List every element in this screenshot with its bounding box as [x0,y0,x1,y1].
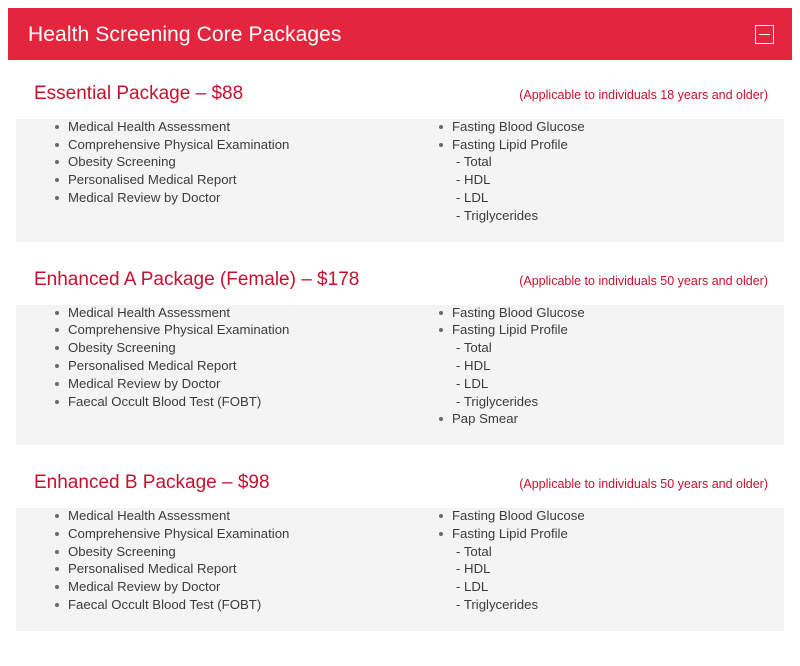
package-column-right [406,508,776,615]
list-item: Medical Review by Doctor [68,579,406,596]
list-subitem: - Triglycerides [456,207,539,223]
list-item: Fasting Blood Glucose [452,305,776,322]
package-item-list-right [406,508,776,614]
package-card [16,70,784,242]
list-item: Medical Health Assessment [68,305,406,322]
list-item: Fasting Lipid Profile [452,526,776,543]
accordion-header[interactable] [8,8,792,60]
list-subitem: - Triglycerides [456,393,539,409]
package-column-left [16,508,406,615]
list-item: Comprehensive Physical Examination [68,526,406,543]
list-item: Personalised Medical Report [68,561,406,578]
list-item: Obesity Screening [68,544,406,561]
package-card [16,256,784,445]
package-eligibility-note: (Applicable to individuals 50 years and older) [519,477,768,492]
list-subitem: - HDL [456,561,491,577]
list-item: Obesity Screening [68,154,406,171]
accordion-health-screening-core-packages [8,8,792,631]
package-item-list-right [406,119,776,225]
package-item-list-left [16,119,406,207]
list-item: Pap Smear [452,411,776,428]
list-item: Faecal Occult Blood Test (FOBT) [68,394,406,411]
package-card [16,459,784,631]
accordion-body [8,60,792,631]
list-subitem: - Total [456,340,492,356]
list-subitem: - Triglycerides [456,597,539,613]
package-title: Enhanced B Package – $98 [34,472,270,494]
list-item: Medical Health Assessment [68,119,406,136]
list-item: Medical Review by Doctor [68,376,406,393]
package-title: Essential Package – $88 [34,83,244,104]
package-eligibility-note: (Applicable to individuals 18 years and older) [519,88,768,102]
accordion-title: Health Screening Core Packages [28,22,342,46]
package-column-left [16,119,406,226]
list-subitem: - HDL [456,357,491,373]
package-column-left [16,305,406,430]
list-subitem: - Total [456,154,492,170]
package-header [16,70,784,119]
list-item: Fasting Blood Glucose [452,119,776,136]
list-subitem: - LDL [456,579,489,595]
package-title: Enhanced A Package (Female) – $178 [34,268,360,290]
list-item: Personalised Medical Report [68,172,406,189]
package-item-list-left [16,305,406,411]
package-column-right [406,119,776,226]
package-columns [16,508,784,615]
package-header [16,459,784,508]
list-subitem: - Total [456,543,492,559]
package-item-list-left [16,508,406,614]
list-subitem: - LDL [456,375,489,391]
list-item: Fasting Lipid Profile [452,322,776,339]
minus-icon[interactable] [755,25,774,44]
list-item: Personalised Medical Report [68,358,406,375]
list-item: Medical Review by Doctor [68,190,406,207]
package-item-list-right [406,305,776,429]
list-item: Faecal Occult Blood Test (FOBT) [68,597,406,614]
list-item: Comprehensive Physical Examination [68,137,406,154]
list-item: Fasting Blood Glucose [452,508,776,525]
list-item: Fasting Lipid Profile [452,137,776,154]
package-column-right [406,305,776,430]
package-columns [16,305,784,430]
list-item: Comprehensive Physical Examination [68,322,406,339]
list-subitem: - LDL [456,190,489,206]
package-eligibility-note: (Applicable to individuals 50 years and older) [519,273,768,288]
list-item: Obesity Screening [68,340,406,357]
package-columns [16,119,784,226]
list-subitem: - HDL [456,172,491,188]
package-header [16,256,784,305]
list-item: Medical Health Assessment [68,508,406,525]
